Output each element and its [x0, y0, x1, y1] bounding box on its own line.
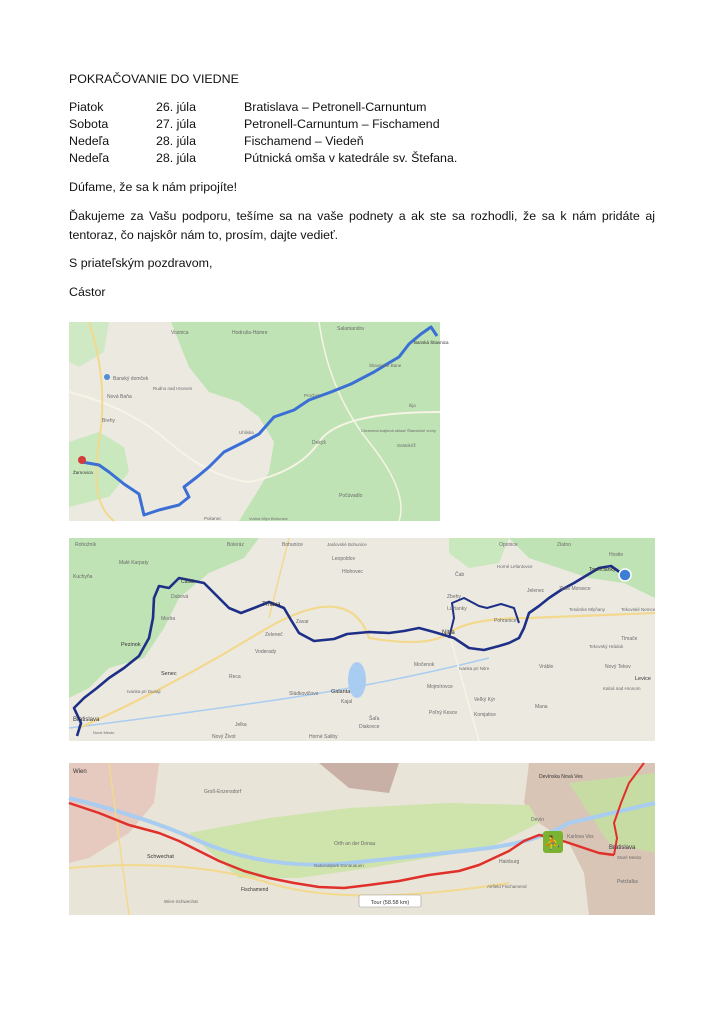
map-1-label: Chránená krajinná oblasť Štiavnické vrchy	[361, 428, 436, 433]
map-2-label: Šaľa	[369, 716, 380, 722]
invitation-text: Dúfame, že sa k nám pripojíte!	[69, 180, 238, 194]
map-1-label: Prochot	[304, 393, 320, 398]
map-1-label: Žarnovica	[73, 470, 93, 475]
map-3-label: Hainburg	[499, 859, 520, 865]
map-3-label: Karlova Ves	[567, 834, 594, 840]
map-2-label: Malé Karpaty	[119, 560, 149, 566]
map-1-label: Rudno nad Hronom	[153, 386, 193, 391]
map-2-label: Hlohovec	[342, 569, 363, 575]
map-2-label: Jaslovské Bohunice	[327, 542, 367, 547]
map-3-label: Petržalka	[617, 879, 638, 885]
map-2-label: Zbehy	[447, 594, 461, 600]
greeting: S priateľským pozdravom,	[69, 256, 213, 270]
map-3-label: Bratislava	[609, 845, 636, 851]
map-2-label: Kalná nad Hronom	[603, 686, 641, 691]
map-3-label: Airfield Fischamend	[487, 884, 527, 889]
map-3-hiker-glyph: ⛹	[544, 836, 562, 851]
map-2-label: Galanta	[331, 689, 351, 695]
schedule-day: Sobota	[69, 117, 109, 131]
map-2-label: Čab	[455, 572, 465, 578]
map-2-label: Diakovce	[359, 724, 380, 730]
map-2-label: Lužianky	[447, 606, 467, 612]
map-2-label: Poľný Kesov	[429, 710, 458, 716]
map-2-label: Veľký Kýr	[474, 697, 496, 703]
map-1-label: Vodná Mlyn Bohunice	[249, 516, 288, 521]
map-2-label: Horné Saliby	[309, 734, 338, 740]
map-2-label: Kajal	[341, 699, 353, 705]
route-map-3[interactable]	[69, 763, 655, 915]
schedule-route: Petronell-Carnuntum – Fischamend	[244, 117, 440, 131]
schedule-day: Nedeľa	[69, 134, 110, 148]
schedule-route: Fischamend – Viedeň	[244, 134, 364, 148]
map-1-label: Ilija	[409, 403, 416, 408]
map-2-label: Ivanka pri Dunaji	[127, 689, 161, 694]
map-2-label: Močenok	[414, 662, 435, 668]
schedule-date: 26. júla	[156, 100, 196, 114]
map-3-canvas	[69, 763, 655, 915]
map-2-label: Mojmírovce	[427, 684, 453, 690]
map-1-label: Počúvadlo	[339, 493, 363, 499]
map-1-pin-icon	[78, 456, 86, 464]
map-2-label: Bohunice	[282, 542, 303, 548]
map-2-label: Zavar	[296, 619, 309, 625]
map-2-label: Jelenec	[527, 588, 545, 594]
map-2-label: Rohožník	[75, 542, 97, 548]
map-2-label: Pohranice	[494, 618, 517, 624]
route-map-1[interactable]	[69, 322, 449, 521]
map-3-label: Devín	[531, 817, 545, 823]
map-2-label: Ivanka pri Nitre	[459, 666, 490, 671]
map-1-label: Voznica	[171, 330, 189, 336]
schedule-day: Nedeľa	[69, 151, 110, 165]
map-2-label: Nitra	[442, 630, 455, 636]
map-1-canvas	[69, 322, 449, 521]
map-3-label: Nationalpark Donauauen	[314, 863, 364, 868]
schedule-date: 28. júla	[156, 134, 196, 148]
map-2-label: Zeleneč	[265, 632, 283, 638]
map-1-label: Hodruša-Hámre	[232, 330, 268, 336]
map-2-label: Zlaté Moravce	[559, 586, 591, 592]
map-2-label: Vráble	[539, 664, 554, 670]
map-3-tour-label: Tour (58.58 km)	[370, 900, 410, 906]
map-2-label: Voderady	[255, 649, 277, 655]
map-3-label: Wien	[73, 769, 87, 775]
map-1-label: Štiavnické Bane	[369, 363, 402, 368]
map-3-label: Devínska Nová Ves	[539, 774, 583, 780]
map-2-label: Tekovské Nemce	[621, 607, 656, 612]
map-2-label: Častá	[181, 579, 195, 585]
map-1-label: Brehy	[102, 418, 116, 424]
map-3-label: Groß-Enzersdorf	[204, 789, 242, 795]
map-2-label: Tekovský Hrádok	[589, 644, 624, 649]
map-2-label: Hostie	[609, 552, 624, 558]
map-1-label: Uhliska	[239, 430, 254, 435]
map-1-label: Banská Štiavnica	[414, 340, 449, 345]
map-2-label: Nový Život	[212, 734, 236, 740]
map-2-label: Tesárske Mlyňany	[569, 607, 606, 612]
map-1-poi-icon	[104, 374, 110, 380]
map-3-label: Schwechat	[147, 854, 174, 860]
map-2-label: Jelka	[235, 722, 247, 728]
thanks-paragraph: Ďakujeme za Vašu podporu, tešíme sa na vaše podnety a ak ste sa rozhodli, že sa k nám pridáte aj tentoraz, čo najskôr nám to, prosím, dajte vedieť.	[69, 209, 655, 242]
map-1-label: Pukanec	[204, 516, 222, 521]
map-3-label: Orth an der Donau	[334, 841, 376, 847]
map-2-label: Pezinok	[121, 642, 141, 648]
schedule-date: 27. júla	[156, 117, 196, 131]
schedule-date: 28. júla	[156, 151, 196, 165]
map-2-home-icon	[619, 569, 631, 581]
map-2-label: Levice	[635, 676, 651, 682]
map-2-label: Topoľčianky	[589, 567, 616, 573]
map-1-label: Nová Baňa	[107, 394, 132, 400]
signature: Cástor	[69, 285, 106, 299]
map-2-label: Komjatice	[474, 712, 496, 718]
map-2-label: Mana	[535, 704, 548, 710]
schedule-route: Bratislava – Petronell-Carnuntum	[244, 100, 427, 114]
map-2-label: Boleráz	[227, 542, 244, 548]
map-1-label: Dekýš	[312, 440, 326, 446]
schedule-day: Piatok	[69, 100, 104, 114]
map-3-label: Wien-Schwechat	[164, 899, 198, 904]
map-2-canvas	[69, 538, 655, 741]
map-2-label: Leopoldov	[332, 556, 356, 562]
schedule-route: Pútnická omša v katedrále sv. Štefana.	[244, 151, 458, 165]
map-2-label: Nové Mesto	[93, 730, 115, 735]
map-2-label: Nový Tekov	[605, 664, 631, 670]
map-1-label: Banský domček	[113, 376, 149, 382]
map-3-label: Staré Mesto	[617, 855, 642, 860]
map-2-label: Oponice	[499, 542, 518, 548]
map-2-label: Zlatno	[557, 542, 571, 548]
map-1-label: Svätokríž	[397, 443, 416, 448]
map-2-label: Tlmače	[621, 636, 638, 642]
map-3-label: Fischamend	[241, 887, 269, 893]
map-2-label: Reca	[229, 674, 241, 680]
map-2-label: Horné Lefantovce	[497, 564, 533, 569]
page-heading: POKRAČOVANIE DO VIEDNE	[69, 72, 239, 86]
map-2-label: Senec	[161, 671, 177, 677]
route-map-2[interactable]	[69, 538, 655, 741]
map-2-label: Bratislava	[73, 717, 100, 723]
map-2-label: Dubová	[171, 594, 189, 600]
map-1-label: Salamandra	[337, 326, 364, 332]
map-2-label: Kuchyňa	[73, 574, 93, 580]
map-2-label: Trnava	[262, 602, 281, 608]
map-2-label: Modra	[161, 616, 176, 622]
map-2-label: Sládkovičovo	[289, 691, 319, 697]
map-2-lake	[348, 662, 366, 698]
